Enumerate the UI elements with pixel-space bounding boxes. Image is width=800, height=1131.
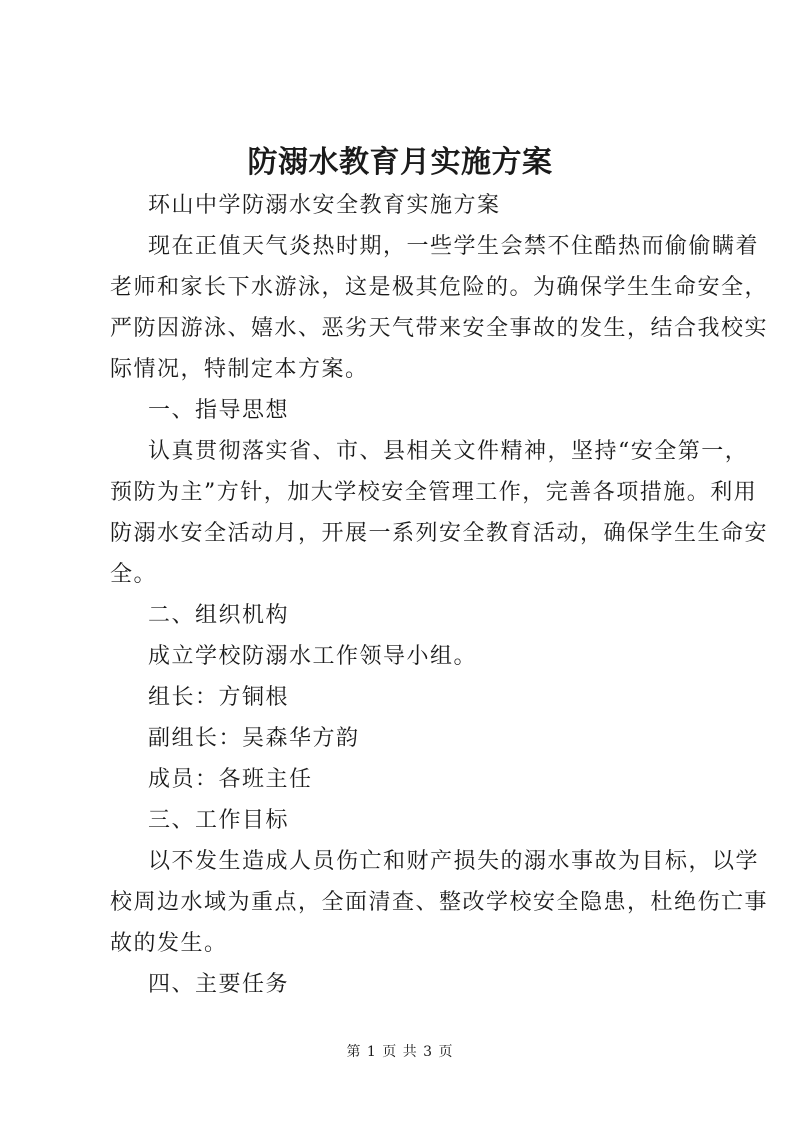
paragraph-line: 副组长：吴森华方韵 xyxy=(148,726,360,751)
paragraph-line: 校周边水域为重点，全面清查、整改学校安全隐患，杜绝伤亡事 xyxy=(110,890,769,915)
paragraph-line: 故的发生。 xyxy=(110,931,228,956)
paragraph-line: 老师和家长下水游泳，这是极其危险的。为确保学生生命安全， xyxy=(110,275,769,300)
section-heading: 三、工作目标 xyxy=(148,808,290,833)
section-heading: 一、指导思想 xyxy=(148,398,290,423)
paragraph-line: 成立学校防溺水工作领导小组。 xyxy=(148,644,478,669)
paragraph-line: 成员：各班主任 xyxy=(148,767,313,792)
section-heading: 四、主要任务 xyxy=(148,972,290,997)
paragraph-line: 际情况，特制定本方案。 xyxy=(110,357,369,382)
paragraph-line: 认真贯彻落实省、市、县相关文件精神，坚持“安全第一， xyxy=(148,439,749,464)
paragraph-line: 组长：方铜根 xyxy=(148,685,290,710)
paragraph-line: 防溺水安全活动月，开展一系列安全教育活动，确保学生生命安 xyxy=(110,521,769,546)
paragraph-line: 全。 xyxy=(110,562,158,587)
paragraph-line: 环山中学防溺水安全教育实施方案 xyxy=(148,193,501,218)
section-heading: 二、组织机构 xyxy=(148,603,290,628)
paragraph-line: 现在正值天气炎热时期，一些学生会禁不住酷热而偷偷瞒着 xyxy=(148,234,760,259)
paragraph-line: 严防因游泳、嬉水、恶劣天气带来安全事故的发生，结合我校实 xyxy=(110,316,769,341)
paragraph-line: 预防为主”方针，加大学校安全管理工作，完善各项措施。利用 xyxy=(110,480,758,505)
page-footer: 第 1 页 共 3 页 xyxy=(346,1044,454,1060)
document-title: 防溺水教育月实施方案 xyxy=(247,145,553,180)
paragraph-line: 以不发生造成人员伤亡和财产损失的溺水事故为目标，以学 xyxy=(148,849,760,874)
